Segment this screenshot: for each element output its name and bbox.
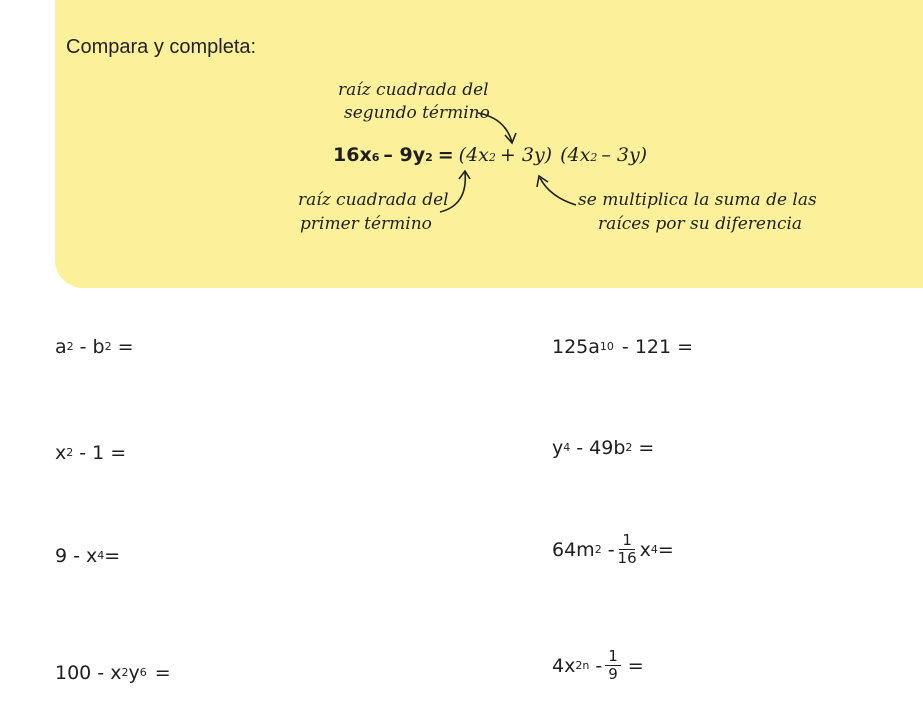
- exercise-5: 9 - x 4 =: [55, 545, 121, 567]
- exercise-6: 64m 2 - $\frac{1}{16}$ x 4 =: [552, 531, 674, 567]
- exercise-3: x 2 - 1 =: [55, 442, 127, 464]
- annotation-second-term-2: segundo término: [344, 103, 490, 123]
- annotation-rule-1: se multiplica la suma de las: [578, 190, 817, 210]
- exercise-2: 125a 10 - 121 =: [552, 336, 694, 358]
- exercise-4: y 4 - 49b 2 =: [552, 437, 655, 459]
- exercise-7: 100 - x 2 y 6 =: [55, 662, 171, 684]
- fraction-one-sixteenth: $\frac{1}{16}$: [617, 531, 637, 567]
- annotation-first-term-2: primer término: [300, 214, 432, 234]
- instruction-title: Compara y completa:: [66, 36, 257, 58]
- worked-example-equation: 16x 6 – 9y 2 = (4x 2 + 3y) (4x 2 – 3y): [333, 144, 648, 166]
- annotation-first-term-1: raíz cuadrada del: [298, 190, 449, 210]
- fraction-one-ninth: $\frac{1}{9}$: [605, 648, 621, 683]
- annotation-second-term-1: raíz cuadrada del: [338, 80, 489, 100]
- exercise-1: a 2 - b 2 =: [55, 336, 134, 358]
- exercise-8: 4x 2n - $\frac{1}{9}$ =: [552, 647, 644, 683]
- annotation-rule-2: raíces por su diferencia: [598, 214, 803, 234]
